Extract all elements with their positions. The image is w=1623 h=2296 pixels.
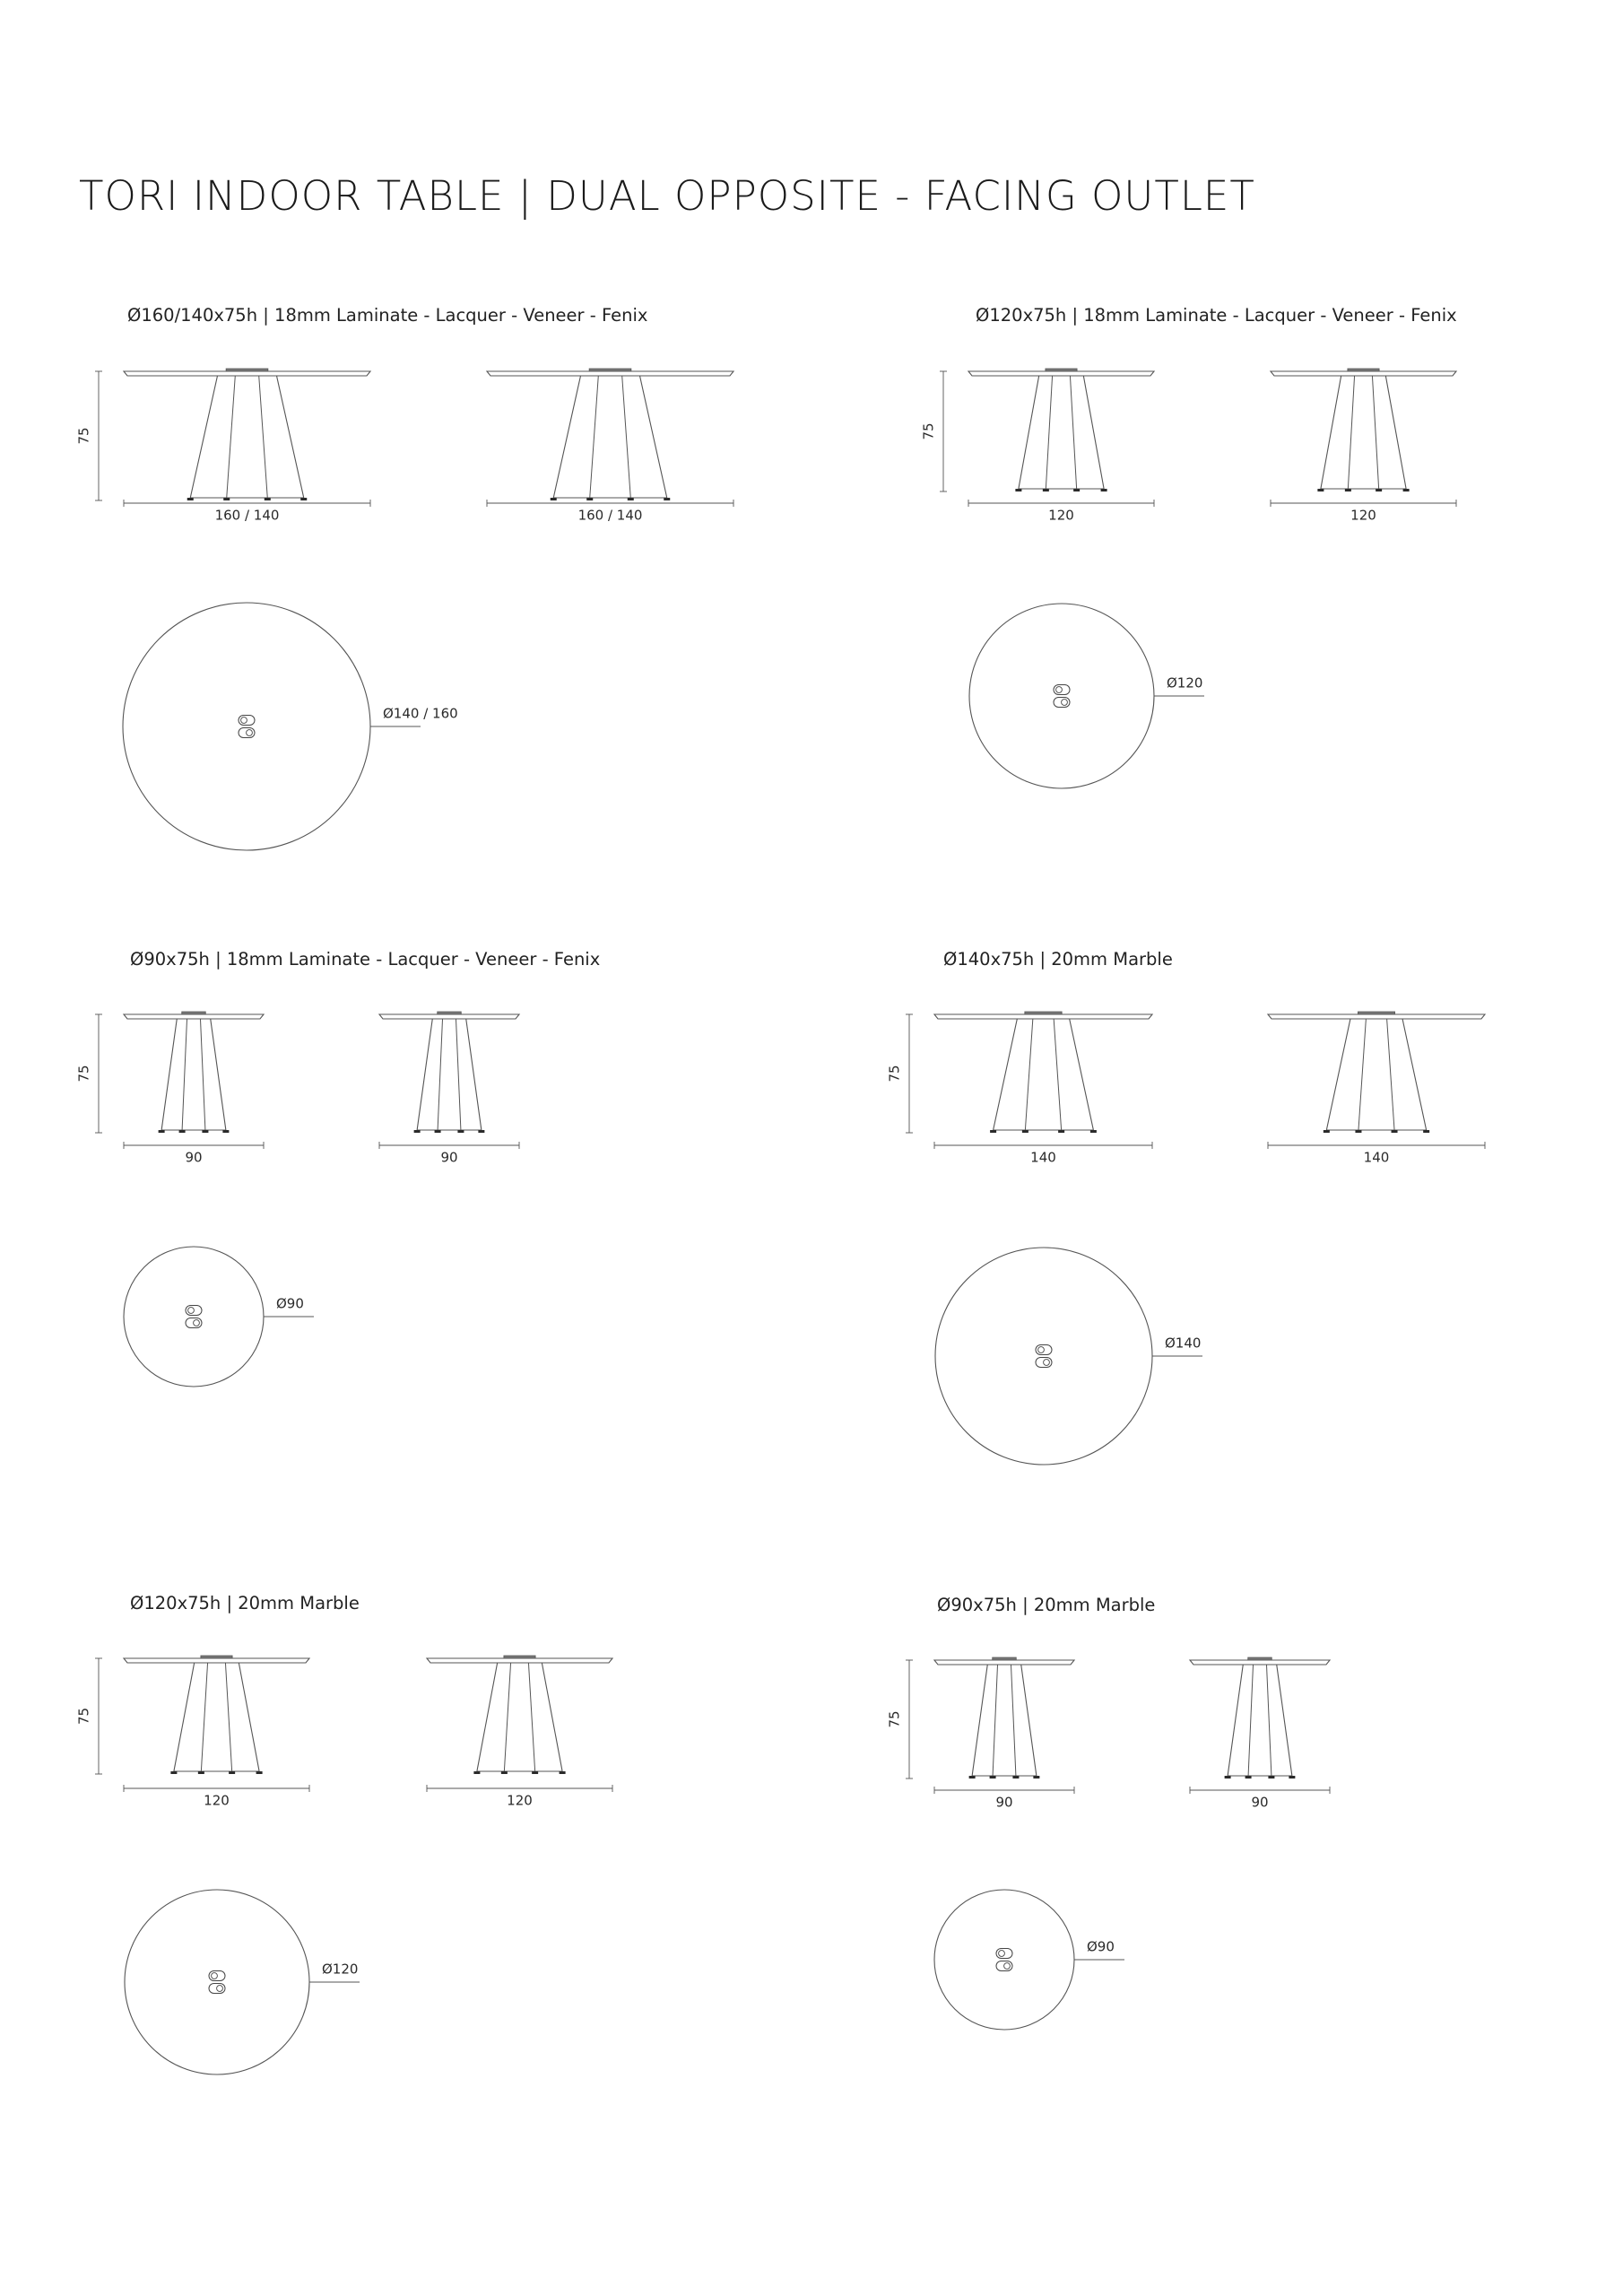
table-foot: [229, 1771, 235, 1774]
height-label: 75: [886, 1065, 903, 1083]
table-base: [551, 376, 671, 500]
width-label: 90: [185, 1149, 203, 1166]
table-top-outline: [125, 1890, 309, 2074]
table-base: [1225, 1665, 1296, 1779]
table-foot: [170, 1771, 177, 1774]
table-base: [990, 1019, 1097, 1133]
spec-title: Ø120x75h | 20mm Marble: [130, 1593, 360, 1613]
height-dimension: [921, 371, 948, 491]
diameter-label: Ø90: [276, 1295, 304, 1312]
outlet-icon: [1025, 1012, 1062, 1014]
width-label: 120: [204, 1792, 230, 1809]
width-dimension: [379, 1142, 519, 1149]
width-dimension: [124, 1785, 309, 1792]
table-foot: [265, 498, 271, 500]
outlet-icon: [504, 1656, 535, 1658]
diameter-label: Ø140 / 160: [383, 705, 458, 722]
table-top-outline: [935, 1248, 1152, 1465]
diameter-dimension: [370, 706, 458, 727]
table-foot: [560, 1771, 566, 1774]
table-side-view: [124, 1656, 309, 1809]
table-foot: [1289, 1776, 1295, 1779]
width-label: 140: [1030, 1149, 1056, 1166]
tabletop: [124, 1658, 309, 1663]
spec-title: Ø90x75h | 20mm Marble: [937, 1595, 1156, 1615]
table-foot: [457, 1130, 464, 1133]
table-top-view: [935, 1248, 1202, 1465]
table-foot: [1268, 1776, 1274, 1779]
table-foot: [969, 1776, 976, 1779]
dual-outlet-icon: [239, 716, 255, 738]
table-base: [1324, 1019, 1429, 1133]
width-dimension: [487, 500, 733, 507]
tabletop: [1190, 1660, 1330, 1665]
height-label: 75: [920, 422, 937, 440]
tabletop: [1271, 371, 1456, 376]
table-foot: [1324, 1130, 1330, 1133]
outlet-icon: [993, 1657, 1017, 1660]
tabletop: [379, 1014, 519, 1019]
tabletop: [934, 1660, 1074, 1665]
spec-title: Ø160/140x75h | 18mm Laminate - Lacquer - Veneer - Fenix: [127, 305, 648, 326]
table-foot: [1022, 1130, 1028, 1133]
spec-title: Ø140x75h | 20mm Marble: [943, 949, 1173, 970]
table-foot: [300, 498, 307, 500]
width-label: 120: [1350, 507, 1376, 524]
dual-outlet-icon: [186, 1306, 202, 1328]
table-foot: [473, 1771, 480, 1774]
table-base: [1317, 376, 1409, 491]
table-foot: [1345, 489, 1351, 491]
width-dimension: [1268, 1142, 1485, 1149]
width-dimension: [934, 1142, 1152, 1149]
outlet-icon: [589, 369, 631, 371]
table-foot: [223, 498, 230, 500]
table-side-view: [124, 369, 370, 524]
diameter-label: Ø140: [1165, 1335, 1202, 1352]
spec-title: Ø120x75h | 18mm Laminate - Lacquer - Veneer - Fenix: [976, 305, 1457, 326]
diameter-dimension: [1154, 675, 1204, 697]
table-foot: [1012, 1776, 1019, 1779]
height-dimension: [76, 1014, 103, 1133]
height-dimension: [887, 1660, 914, 1779]
table-foot: [990, 1776, 996, 1779]
table-base: [1015, 376, 1107, 491]
width-label: 90: [440, 1149, 458, 1166]
width-label: 160 / 140: [214, 507, 280, 524]
table-top-view: [125, 1890, 360, 2074]
page-title: TORI INDOOR TABLE | DUAL OPPOSITE - FACING OUTLET: [79, 172, 1255, 220]
width-label: 160 / 140: [577, 507, 643, 524]
table-foot: [256, 1771, 263, 1774]
table-foot: [1101, 489, 1107, 491]
width-dimension: [968, 500, 1154, 507]
width-dimension: [1190, 1787, 1330, 1794]
table-base: [473, 1663, 565, 1774]
diameter-dimension: [1074, 1939, 1124, 1961]
tabletop: [124, 371, 370, 376]
table-side-view: [934, 1012, 1152, 1166]
table-foot: [1423, 1130, 1429, 1133]
diameter-label: Ø90: [1087, 1938, 1115, 1955]
table-base: [170, 1663, 262, 1774]
table-top-outline: [124, 1247, 264, 1387]
table-side-view: [379, 1012, 519, 1166]
table-foot: [628, 498, 634, 500]
outlet-icon: [438, 1012, 462, 1014]
table-foot: [664, 498, 670, 500]
table-side-view: [968, 369, 1154, 524]
table-foot: [435, 1130, 441, 1133]
height-dimension: [76, 1658, 103, 1774]
width-label: 120: [507, 1792, 533, 1809]
width-dimension: [124, 1142, 264, 1149]
table-foot: [198, 1771, 204, 1774]
table-side-view: [427, 1656, 612, 1809]
table-foot: [1403, 489, 1410, 491]
table-foot: [202, 1130, 208, 1133]
height-label: 75: [75, 1707, 92, 1726]
table-base: [414, 1019, 485, 1133]
table-top-outline: [123, 603, 370, 850]
height-label: 75: [75, 1065, 92, 1083]
table-top-view: [934, 1890, 1124, 2030]
tabletop: [934, 1014, 1152, 1019]
table-side-view: [1268, 1012, 1485, 1166]
outlet-icon: [1248, 1657, 1272, 1660]
diameter-dimension: [1152, 1335, 1202, 1357]
table-foot: [501, 1771, 508, 1774]
table-foot: [414, 1130, 421, 1133]
width-label: 120: [1048, 507, 1074, 524]
width-dimension: [427, 1785, 612, 1792]
table-foot: [586, 498, 593, 500]
width-dimension: [934, 1787, 1074, 1794]
table-foot: [1225, 1776, 1231, 1779]
spec-title: Ø90x75h | 18mm Laminate - Lacquer - Veneer - Fenix: [130, 949, 601, 970]
table-top-outline: [969, 604, 1154, 788]
table-foot: [478, 1130, 484, 1133]
table-side-view: [934, 1657, 1074, 1811]
table-side-view: [487, 369, 733, 524]
table-top-view: [969, 604, 1204, 788]
outlet-icon: [182, 1012, 206, 1014]
outlet-icon: [1348, 369, 1379, 371]
outlet-icon: [1046, 369, 1077, 371]
height-dimension: [76, 371, 103, 500]
table-foot: [990, 1130, 996, 1133]
tabletop: [1268, 1014, 1485, 1019]
diameter-label: Ø120: [322, 1961, 359, 1978]
outlet-icon: [201, 1656, 232, 1658]
tabletop: [124, 1014, 264, 1019]
table-base: [187, 376, 308, 500]
table-side-view: [1190, 1657, 1330, 1811]
dual-outlet-icon: [996, 1949, 1012, 1971]
outlet-icon: [226, 369, 268, 371]
diameter-dimension: [309, 1961, 360, 1983]
table-foot: [1033, 1776, 1039, 1779]
diameter-label: Ø120: [1167, 674, 1203, 691]
table-side-view: [1271, 369, 1456, 524]
table-base: [969, 1665, 1040, 1779]
dual-outlet-icon: [1036, 1345, 1052, 1368]
table-foot: [179, 1130, 186, 1133]
table-foot: [1043, 489, 1049, 491]
dual-outlet-icon: [209, 1971, 225, 1994]
width-label: 90: [995, 1794, 1013, 1811]
table-foot: [551, 498, 557, 500]
table-foot: [1317, 489, 1324, 491]
tabletop: [968, 371, 1154, 376]
table-base: [159, 1019, 230, 1133]
table-foot: [1015, 489, 1021, 491]
height-label: 75: [886, 1710, 903, 1728]
width-label: 90: [1251, 1794, 1269, 1811]
width-dimension: [1271, 500, 1456, 507]
table-side-view: [124, 1012, 264, 1166]
table-foot: [1058, 1130, 1064, 1133]
table-foot: [159, 1130, 165, 1133]
table-foot: [222, 1130, 229, 1133]
width-dimension: [124, 500, 370, 507]
table-foot: [1376, 489, 1382, 491]
table-foot: [532, 1771, 538, 1774]
table-foot: [1245, 1776, 1252, 1779]
diameter-dimension: [264, 1296, 314, 1318]
table-foot: [1090, 1130, 1097, 1133]
height-label: 75: [75, 427, 92, 445]
table-foot: [1073, 489, 1080, 491]
table-top-outline: [934, 1890, 1074, 2030]
table-foot: [1355, 1130, 1361, 1133]
table-top-view: [123, 603, 458, 850]
width-label: 140: [1363, 1149, 1390, 1166]
table-foot: [187, 498, 194, 500]
table-foot: [1392, 1130, 1398, 1133]
height-dimension: [887, 1014, 914, 1133]
table-top-view: [124, 1247, 314, 1387]
tabletop: [427, 1658, 612, 1663]
tabletop: [487, 371, 733, 376]
dual-outlet-icon: [1054, 685, 1070, 708]
outlet-icon: [1358, 1012, 1394, 1014]
